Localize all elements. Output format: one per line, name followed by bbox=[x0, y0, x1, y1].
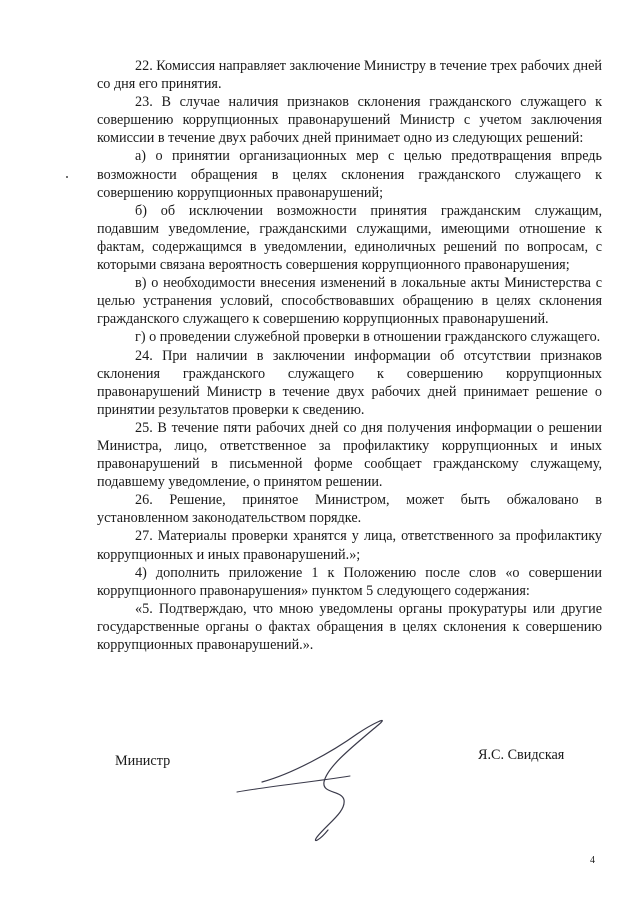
paragraph-23-a: а) о принятии организационных мер с целью предотвращения впредь возможности обращения в целях склонения гражданского служащего к совершению коррупционных правонарушений; bbox=[97, 148, 602, 201]
paragraph-23-b: б) об исключении возможности принятия гражданским служащим, подавшим уведомление, гражданскими служащими, имеющими отношение к фактам, содержащимся в уведомлении, единоличных решений по вопросам, с которыми связана вероятность совершения коррупционного правонарушения; bbox=[97, 202, 602, 274]
margin-dot bbox=[66, 176, 68, 178]
paragraph-22: 22. Комиссия направляет заключение Министру в течение трех рабочих дней со дня его принятия. bbox=[97, 58, 603, 93]
document-body bbox=[97, 57, 602, 654]
paragraph-quote-5: «5. Подтверждаю, что мною уведомлены органы прокуратуры или другие государственные органы о фактах обращения в целях склонения к совершению коррупционных правонарушений.». bbox=[97, 600, 602, 653]
page-number: 4 bbox=[590, 855, 595, 866]
paragraph-27: 27. Материалы проверки хранятся у лица, ответственного за профилактику коррупционных и иных правонарушений.»; bbox=[97, 528, 602, 563]
paragraph-amendment-4: 4) дополнить приложение 1 к Положению после слов «о совершении коррупционного правонарушения» пунктом 5 следующего содержания: bbox=[97, 564, 602, 599]
paragraph-23: 23. В случае наличия признаков склонения гражданского служащего к совершению коррупционных правонарушений Министр с учетом заключения комиссии в течение двух рабочих дней принимает одно из следующих решений: bbox=[97, 94, 602, 147]
signatory-name: Я.С. Свидская bbox=[478, 747, 565, 763]
paragraph-24: 24. При наличии в заключении информации об отсутствии признаков склонения гражданского служащего к совершению коррупционных правонарушений Министр в течение двух рабочих дней принимает решение о принятии результатов проверки к сведению. bbox=[97, 347, 602, 418]
paragraph-23-g: г) о проведении служебной проверки в отношении гражданского служащего. bbox=[135, 329, 601, 346]
paragraph-26: 26. Решение, принятое Министром, может быть обжаловано в установленном законодательством порядке. bbox=[97, 492, 602, 527]
paragraph-25: 25. В течение пяти рабочих дней со дня получения информации о решении Министра, лицо, ответственное за профилактику коррупционных и иных правонарушений в письменной форме сообщает гражданскому служащему, подавшему уведомление, о принятом решении. bbox=[97, 419, 602, 491]
signatory-title: Министр bbox=[115, 753, 171, 769]
paragraph-23-v: в) о необходимости внесения изменений в локальные акты Министерства с целью устранения условий, способствовавших обращению в целях склонения гражданского служащего к совершению коррупционных правонарушений. bbox=[97, 275, 602, 328]
handwritten-signature bbox=[232, 712, 402, 852]
